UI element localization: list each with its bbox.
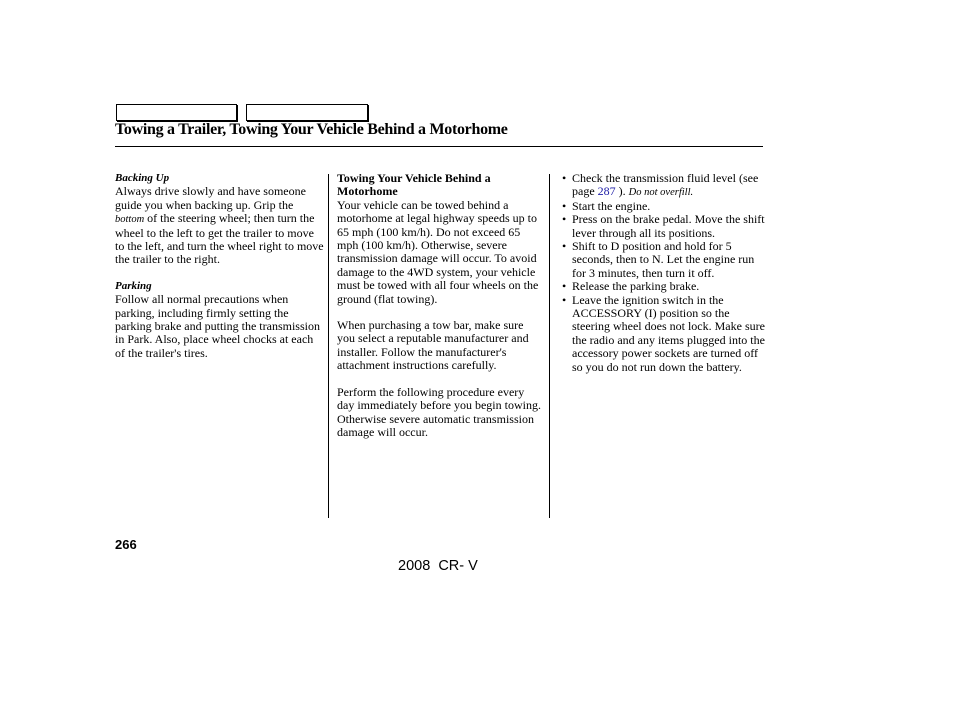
bullet-icon: • (562, 292, 567, 307)
list-item: • Leave the ignition switch in the ACCESSORY (I) position so the steering wheel does not lock. Make sure the radio and any items plugged into the accessory power sockets are turned off so you do not run down the battery. (562, 292, 765, 374)
towing-paragraph-1: Your vehicle can be towed behind a motorhome at legal highway speeds up to 65 mph (100 km/h). Do not exceed 65 mph (100 km/h). Otherwise, severe transmission damage will occur. To avoid damage to the 4WD system, your vehicle must be towed with all four wheels on the ground (flat towing). (337, 197, 539, 306)
main-menu-button[interactable] (116, 104, 237, 121)
list-item: • Press on the brake pedal. Move the shift lever through all its positions. (562, 212, 765, 240)
towing-paragraph-2: When purchasing a tow bar, make sure you select a reputable manufacturer and installer. Follow the manufacturer's attachment instructions carefully. (337, 318, 529, 373)
bottom-emphasis: bottom (115, 214, 145, 226)
list-item: • Start the engine. (562, 198, 651, 213)
list-item: • Shift to D position and hold for 5 seconds, then to N. Let the engine run for 3 minutes, then turn it off. (562, 239, 755, 280)
column-right (562, 172, 767, 374)
column-left (115, 172, 325, 360)
index-button[interactable] (246, 104, 368, 121)
list-item: • Release the parking brake. (562, 279, 700, 294)
page-title: Towing a Trailer, Towing Your Vehicle Behind a Motorhome (115, 121, 508, 138)
backing-up-heading: Backing Up (115, 172, 170, 184)
procedure-list (562, 172, 767, 374)
bullet-icon: • (562, 279, 567, 294)
column-divider (328, 174, 329, 518)
towing-paragraph-3: Perform the following procedure every day immediately before you begin towing. Otherwise severe automatic transmission damage will occur. (337, 384, 541, 439)
bullet-icon: • (562, 198, 567, 213)
bullet-icon: • (562, 239, 567, 254)
column-divider (549, 174, 550, 518)
bullet-icon: • (562, 212, 567, 227)
footer-model: 2008 CR- V (398, 558, 478, 574)
overfill-note: Do not overfill. (628, 187, 694, 199)
title-divider (115, 146, 763, 147)
column-middle (337, 172, 542, 439)
page-link[interactable]: 287 (597, 184, 616, 199)
page-number: 266 (115, 537, 137, 552)
backing-up-text: Always drive slowly and have someone guide you when backing up. Grip the bottom of the steering wheel; then turn the wheel to the left to get the trailer to move to the left, and turn the wheel right to move the trailer to the right. (115, 184, 324, 267)
parking-heading: Parking (115, 279, 152, 292)
parking-text: Follow all normal precautions when parking, including firmly setting the parking brake and putting the transmission in Park. Also, place wheel chocks at each of the trailer's tires. (115, 292, 320, 360)
list-item: • Check the transmission fluid level (see page 287 ). Do not overfill. (562, 171, 759, 199)
bullet-icon: • (562, 171, 567, 185)
towing-heading: Towing Your Vehicle Behind a Motorhome (337, 171, 491, 199)
